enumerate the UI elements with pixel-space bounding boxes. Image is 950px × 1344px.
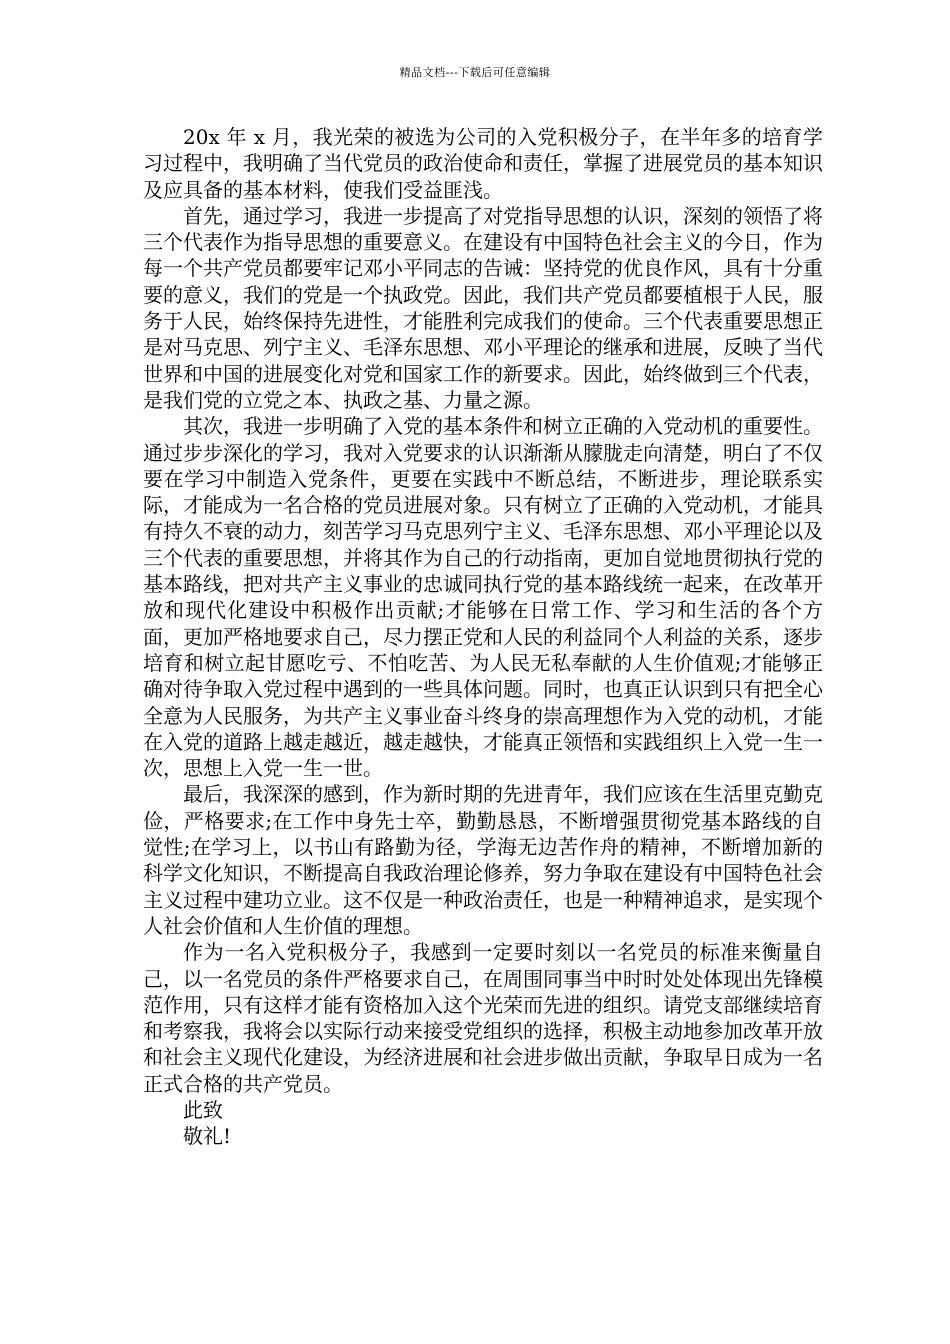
closing-regards: 敬礼! (183, 1124, 232, 1149)
paragraph-first: 首先，通过学习，我进一步提高了对党指导思想的认识，深刻的领悟了将三个代表作为指导思想的重要意义。在建设有中国特色社会主义的今日，作为每一个共产党员都要牢记邓小平同志的告诫：坚持党的优良作风，具有十分重要的意义，我们的党是一个执政党。因此，我们共产党员都要植根于人民，服务于人民，始终保持先进性，才能胜利完成我们的使命。三个代表重要思想正是对马克思、列宁主义、毛泽东思想、邓小平理论的继承和进展，反映了当代世界和中国的进展变化对党和国家工作的新要求。因此，始终做到三个代表，是我们党的立党之本、执政之基、力量之源。 (143, 203, 823, 412)
paragraph-conclusion: 作为一名入党积极分子，我感到一定要时刻以一名党员的标准来衡量自己，以一名党员的条件严格要求自己，在周围同事当中时时处处体现出先锋模范作用，只有这样才能有资格加入这个光荣而先进的组织。请党支部继续培育和考察我，我将会以实际行动来接受党组织的选择，积极主动地参加改革开放和社会主义现代化建设，为经济进展和社会进步做出贡献，争取早日成为一名正式合格的共产党员。 (143, 940, 823, 1096)
document-body (143, 124, 823, 1150)
paragraph-finally: 最后，我深深的感到，作为新时期的先进青年，我们应该在生活里克勤克俭，严格要求;在工作中身先士卒，勤勤恳恳，不断增强贯彻党基本路线的自觉性;在学习上，以书山有路勤为径，学海无边苦作舟的精神，不断增加新的科学文化知识，不断提高自我政治理论修养，努力争取在建设有中国特色社会主义过程中建功立业。这不仅是一种政治责任，也是一种精神追求，是实现个人社会价值和人生价值的理想。 (143, 782, 823, 938)
paragraph-second: 其次，我进一步明确了入党的基本条件和树立正确的入党动机的重要性。通过步步深化的学习，我对入党要求的认识渐渐从朦胧走向清楚，明白了不仅要在学习中制造入党条件，更要在实践中不断总结，不断进步，理论联系实际，才能成为一名合格的党员进展对象。只有树立了正确的入党动机，才能具有持久不衰的动力，刻苦学习马克思列宁主义、毛泽东思想、邓小平理论以及三个代表的重要思想，并将其作为自己的行动指南，更加自觉地贯彻执行党的基本路线，把对共产主义事业的忠诚同执行党的基本路线统一起来，在改革开放和现代化建设中积极作出贡献;才能够在日常工作、学习和生活的各个方面，更加严格地要求自己，尽力摆正党和人民的利益同个人利益的关系，逐步培育和树立起甘愿吃亏、不怕吃苦、为人民无私奉献的人生价值观;才能够正确对待争取入党过程中遇到的一些具体问题。同时，也真正认识到只有把全心全意为人民服务，为共产主义事业奋斗终身的崇高理想作为入党的动机，才能在入党的道路上越走越近，越走越快，才能真正领悟和实践组织上入党一生一次，思想上入党一生一世。 (143, 414, 823, 781)
closing-salutation: 此致 (183, 1097, 223, 1122)
page-header: 精品文档---下载后可任意编辑 (399, 66, 551, 79)
paragraph-intro: 20x 年 x 月，我光荣的被选为公司的入党积极分子，在半年多的培育学习过程中，我明确了当代党员的政治使命和责任，掌握了进展党员的基本知识及应具备的基本材料，使我们受益匪浅。 (143, 125, 823, 202)
